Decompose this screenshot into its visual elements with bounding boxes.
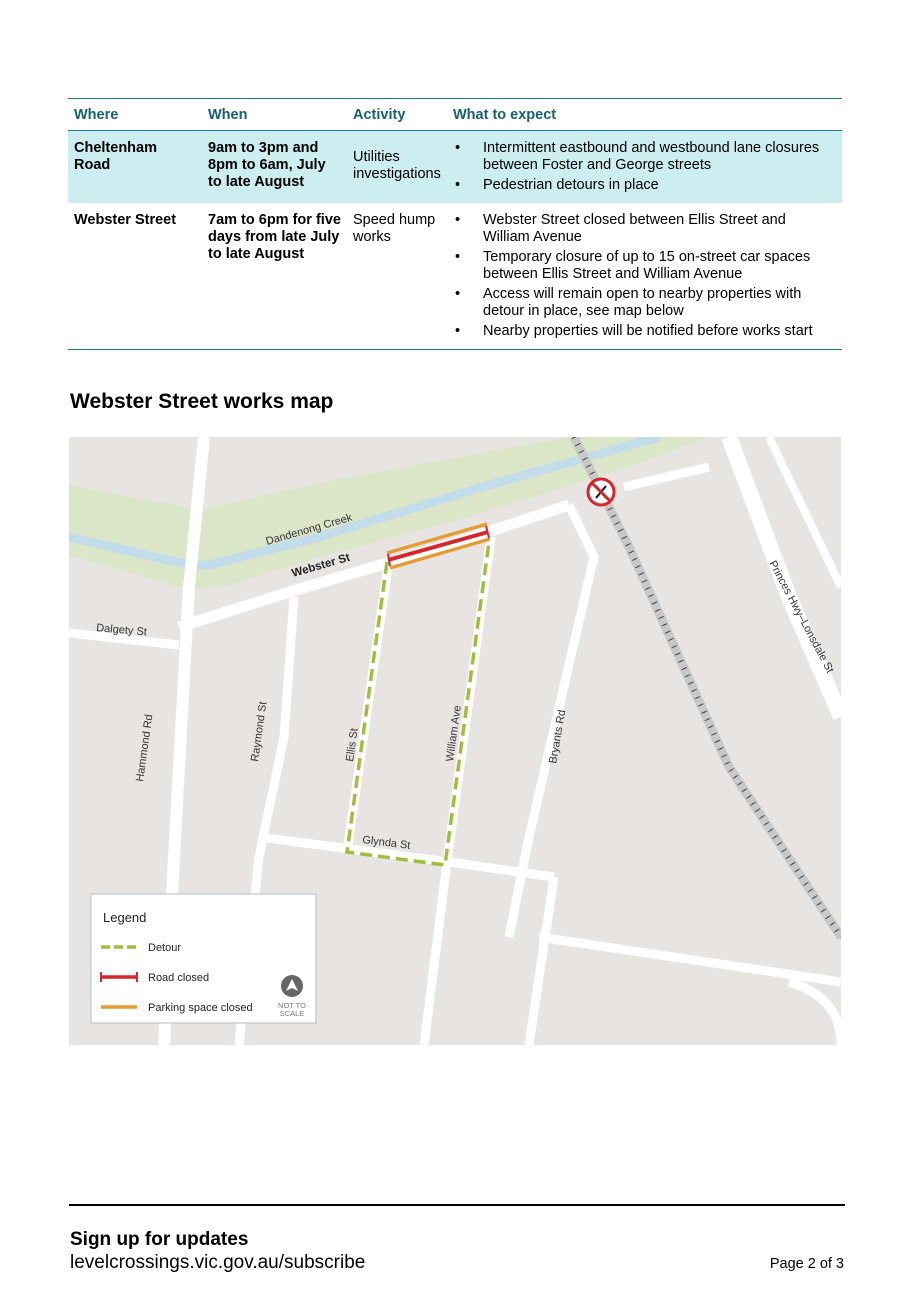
cell-where: Cheltenham Road xyxy=(68,131,202,204)
cell-when: 9am to 3pm and 8pm to 6am, July to late August xyxy=(202,131,347,204)
works-table xyxy=(68,98,842,350)
footer-divider xyxy=(69,1204,845,1206)
cell-activity: Utilities investigations xyxy=(347,131,447,204)
header-activity: Activity xyxy=(347,99,447,131)
cell-activity: Speed hump works xyxy=(347,203,447,350)
cell-what-to-expect xyxy=(447,203,842,350)
works-map xyxy=(69,437,841,1045)
list-item: • Webster Street closed between Ellis Street and William Avenue xyxy=(483,212,836,246)
expect-list xyxy=(453,212,836,340)
list-item: • Intermittent eastbound and westbound lane closures between Foster and George streets xyxy=(483,140,836,174)
label-webster-st: Webster St xyxy=(290,551,352,580)
north-arrow-icon xyxy=(281,975,303,997)
road-william xyxy=(424,537,491,1045)
legend-road-closed-label: Road closed xyxy=(148,972,210,984)
map-heading: Webster Street works map xyxy=(70,390,334,413)
label-princes-hwy: Princes Hwy–Lonsdale St xyxy=(766,558,836,676)
road-south-curve xyxy=(789,982,841,1045)
label-bryants-rd: Bryants Rd xyxy=(547,708,569,765)
table-row xyxy=(68,131,842,204)
road-rail-crossing-east xyxy=(624,467,709,487)
list-item: • Pedestrian detours in place xyxy=(483,177,836,194)
legend-parking-closed-label: Parking space closed xyxy=(148,1002,253,1014)
cell-where: Webster Street xyxy=(68,203,202,350)
label-raymond-st: Raymond St xyxy=(249,700,270,763)
label-dalgety-st: Dalgety St xyxy=(95,622,148,639)
map-legend xyxy=(91,894,316,1023)
label-william-ave: William Ave xyxy=(444,704,464,763)
label-ellis-st: Ellis St xyxy=(344,727,361,763)
list-item: • Access will remain open to nearby properties with detour in place, see map below xyxy=(483,286,836,320)
not-to-scale-line1: NOT TO xyxy=(278,1001,306,1010)
cell-when: 7am to 6pm for five days from late July to late August xyxy=(202,203,347,350)
no-level-crossing-icon xyxy=(588,479,614,505)
header-when: When xyxy=(202,99,347,131)
cell-what-to-expect xyxy=(447,131,842,204)
list-item: • Temporary closure of up to 15 on-street car spaces between Ellis Street and William Avenue xyxy=(483,249,836,283)
signup-title: Sign up for updates xyxy=(70,1229,249,1250)
label-hammond-rd: Hammond Rd xyxy=(134,713,156,783)
page-number: Page 2 of 3 xyxy=(769,1256,844,1272)
road-bryants xyxy=(529,877,554,1045)
signup-link[interactable]: levelcrossings.vic.gov.au/subscribe xyxy=(70,1252,366,1273)
label-dandenong-creek: Dandenong Creek xyxy=(264,511,354,548)
table-header-row xyxy=(68,99,842,131)
list-item: • Nearby properties will be notified before works start xyxy=(483,323,836,340)
legend-title: Legend xyxy=(103,910,147,925)
not-to-scale-line2: SCALE xyxy=(279,1009,305,1018)
expect-list xyxy=(453,140,836,194)
header-where: Where xyxy=(68,99,202,131)
legend-detour-label: Detour xyxy=(148,942,182,954)
label-glynda-st: Glynda St xyxy=(361,834,412,852)
header-what-to-expect: What to expect xyxy=(447,99,842,131)
table-row xyxy=(68,203,842,350)
road-south xyxy=(539,937,841,982)
